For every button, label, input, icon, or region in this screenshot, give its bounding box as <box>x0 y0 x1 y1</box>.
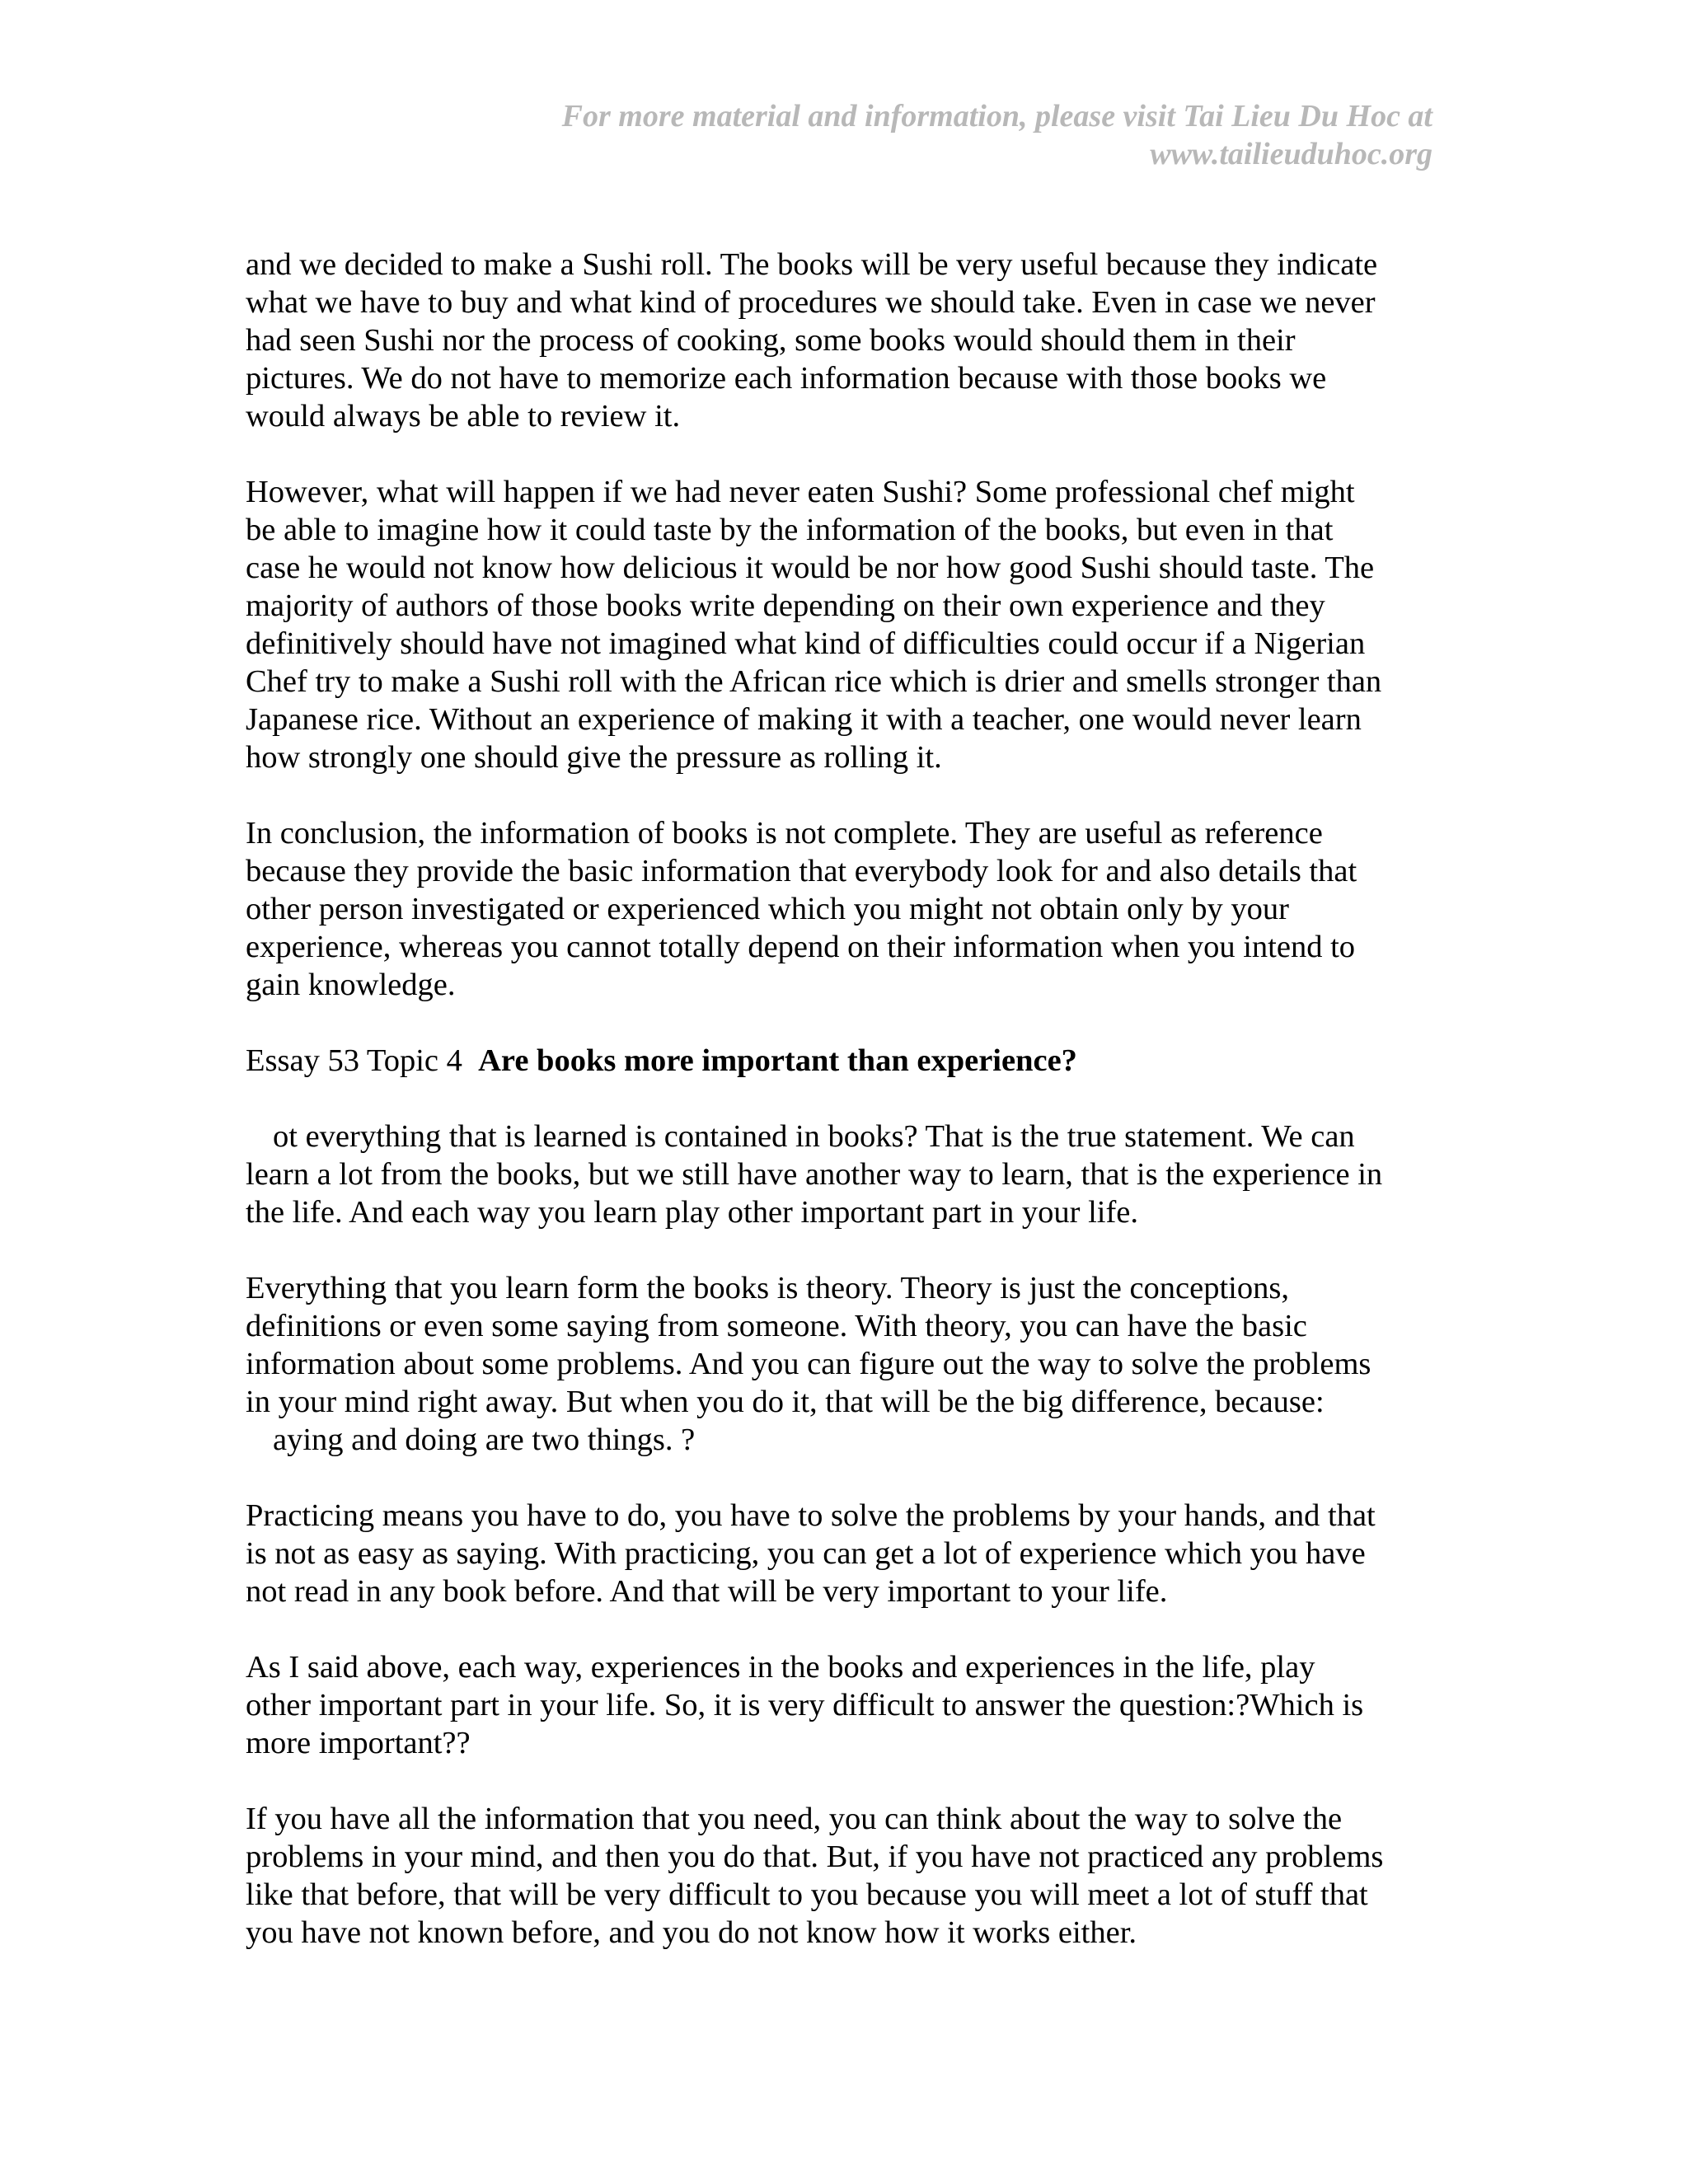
header-line-1: For more material and information, please visit Tai Lieu Du Hoc at <box>561 99 1432 134</box>
text-line: in your mind right away. But when you do it, that will be the big difference, because: <box>246 1385 1325 1419</box>
text-line: However, what will happen if we had never eaten Sushi? Some professional chef might <box>246 475 1355 509</box>
text-line: like that before, that will be very difficult to you because you will meet a lot of stuff that <box>246 1877 1368 1912</box>
text-line: Everything that you learn form the books is theory. Theory is just the conceptions, <box>246 1271 1289 1305</box>
paragraph-never-eaten-sushi <box>246 473 1449 776</box>
text-line: the life. And each way you learn play other important part in your life. <box>246 1195 1139 1230</box>
text-line: pictures. We do not have to memorize each information because with those books we <box>246 361 1327 396</box>
text-line: how strongly one should give the pressure as rolling it. <box>246 740 942 775</box>
paragraph-information-practice <box>246 1800 1449 1952</box>
text-line: majority of authors of those books write depending on their own experience and they <box>246 588 1325 623</box>
text-line: Practicing means you have to do, you have to solve the problems by your hands, and that <box>246 1498 1376 1533</box>
paragraph-conclusion <box>246 814 1449 1004</box>
paragraph-intro <box>246 1118 1449 1231</box>
text-line: As I said above, each way, experiences in the books and experiences in the life, play <box>246 1650 1315 1685</box>
text-line: not read in any book before. And that will be very important to your life. <box>246 1574 1168 1609</box>
paragraph-theory <box>246 1269 1449 1459</box>
text-line: If you have all the information that you need, you can think about the way to solve the <box>246 1802 1343 1836</box>
essay-label: Essay 53 Topic 4 <box>246 1043 462 1078</box>
text-line: aying and doing are two things. ? <box>273 1422 696 1457</box>
document-body <box>246 246 1449 1990</box>
text-line: is not as easy as saying. With practicing, you can get a lot of experience which you have <box>246 1536 1366 1571</box>
paragraph-practicing <box>246 1497 1449 1610</box>
text-line: and we decided to make a Sushi roll. The books will be very useful because they indicate <box>246 247 1378 282</box>
text-line: problems in your mind, and then you do that. But, if you have not practiced any problems <box>246 1840 1384 1874</box>
text-line: Chef try to make a Sushi roll with the African rice which is drier and smells stronger than <box>246 664 1382 699</box>
text-line: be able to imagine how it could taste by the information of the books, but even in that <box>246 513 1334 547</box>
text-line: more important?? <box>246 1726 471 1760</box>
paragraph-sushi-books <box>246 246 1449 435</box>
header-website: www.tailieuduhoc.org <box>1150 137 1432 171</box>
text-line: what we have to buy and what kind of procedures we should take. Even in case we never <box>246 285 1376 320</box>
text-line: you have not known before, and you do not know how it works either. <box>246 1915 1137 1950</box>
text-line: other important part in your life. So, it is very difficult to answer the question:?Which is <box>246 1688 1364 1722</box>
text-line: case he would not know how delicious it would be nor how good Sushi should taste. The <box>246 551 1375 585</box>
text-line: information about some problems. And you can figure out the way to solve the problems <box>246 1347 1372 1381</box>
essay-heading <box>246 1042 1449 1080</box>
text-line: definitions or even some saying from someone. With theory, you can have the basic <box>246 1309 1307 1343</box>
text-line: gain knowledge. <box>246 968 456 1002</box>
text-line: experience, whereas you cannot totally depend on their information when you intend to <box>246 930 1356 964</box>
paragraph-which-more-important <box>246 1648 1449 1762</box>
essay-title: Are books more important than experience? <box>478 1043 1077 1078</box>
text-line: would always be able to review it. <box>246 399 681 434</box>
text-line: ot everything that is learned is contained in books? That is the true statement. We can <box>273 1119 1355 1154</box>
text-line: because they provide the basic information that everybody look for and also details that <box>246 854 1357 888</box>
text-line: other person investigated or experienced which you might not obtain only by your <box>246 892 1289 926</box>
text-line: In conclusion, the information of books is not complete. They are useful as reference <box>246 816 1323 851</box>
text-line: had seen Sushi nor the process of cooking, some books would should them in their <box>246 323 1296 358</box>
text-line: Japanese rice. Without an experience of making it with a teacher, one would never learn <box>246 702 1362 737</box>
text-line: learn a lot from the books, but we still have another way to learn, that is the experience in <box>246 1157 1383 1192</box>
page-header <box>361 97 1432 173</box>
text-line: definitively should have not imagined what kind of difficulties could occur if a Nigerian <box>246 626 1366 661</box>
